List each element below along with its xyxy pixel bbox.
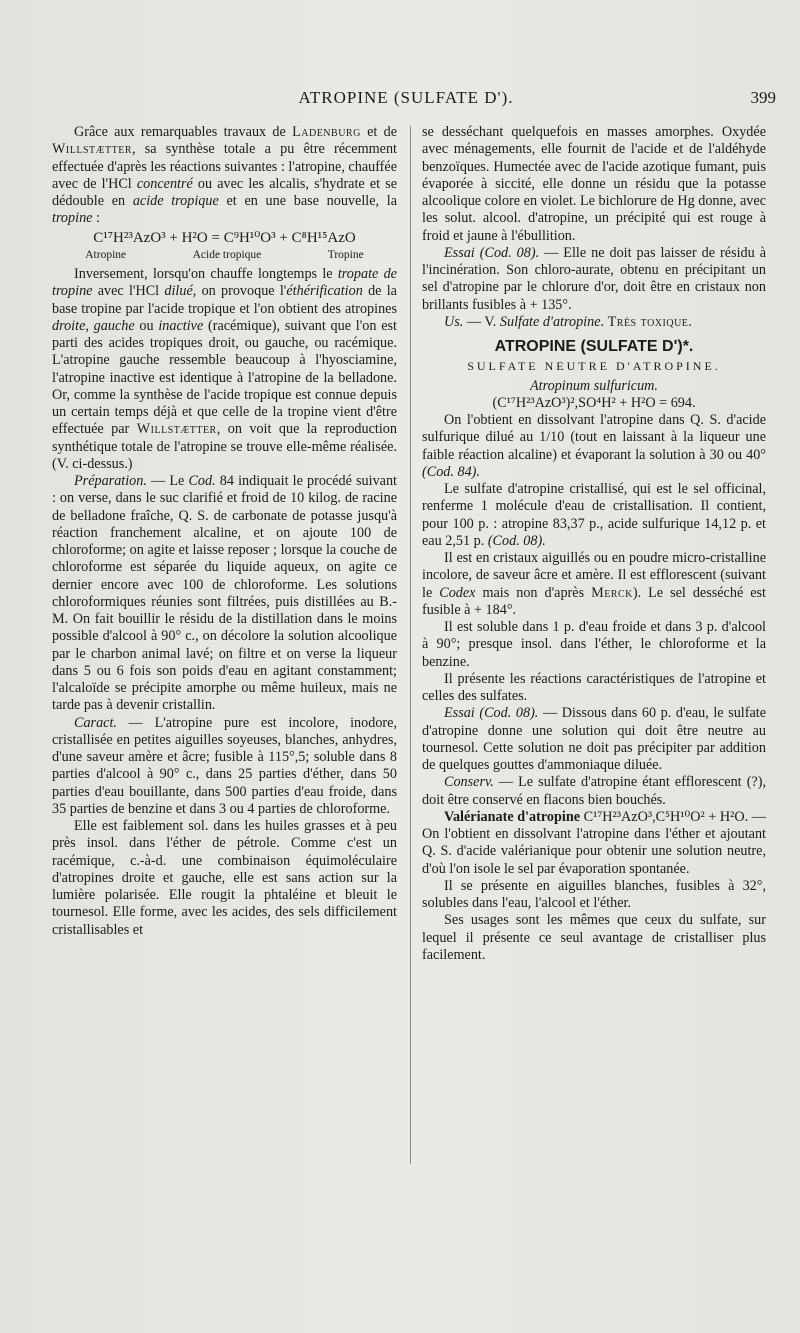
formula-labels: [52, 247, 397, 264]
running-header: [36, 88, 776, 112]
formula-label: Acide tropique: [192, 248, 262, 261]
paragraph-obtention: On l'obtient en dissolvant l'atropine dans Q. S. d'acide sulfurique dilué au 1/10 (tout en laissant à la liqueur une faible réaction alcaline) et évaporant la solution à 30 ou 40° (Cod. 84).: [422, 412, 766, 480]
formula-label: Tropine: [327, 248, 364, 261]
paragraph-soluble: Il est soluble dans 1 p. d'eau froide et dans 3 p. d'alcool à 90°; presque insol. dans l'éther, le chloroforme et la benzine.: [422, 619, 766, 670]
formula-label: Atropine: [85, 248, 127, 261]
paragraph-inversement: Inversement, lorsqu'on chauffe longtemps le tropate de tropine avec l'HCl dilué, on provoque l'éthérification de la base tropine par l'acide tropique et l'on obtient des atropines droite, gauche ou inactive (racémique), suivant que l'on est parti des acides tropiques droit, ou gauche, ou racémique. L'atropine gauche ressemble beaucoup à l'hyosciamine, l'atropine inactive est identique à l'atropine de la belladone. Or, comme la synthèse de l'acide tropique est connue depuis un certain temps déjà et que celle de la tropine vient d'être effectuée par Willstætter, on voit que la reproduction synthétique totale de l'atropine se trouve elle-même réalisée. (V. ci-dessus.): [52, 266, 397, 472]
page-number: 399: [750, 88, 776, 107]
paragraph-solubility: Elle est faiblement sol. dans les huiles grasses et à peu près insol. dans l'éther de pétrole. Comme c'est un racémique, c.-à-d. une combinaison équimoléculaire d'atropines droite et gauche, elle est sans action sur la lumière polarisée. Elle rougit la phtaléine et bleuit le tournesol. Elle forme, avec les acides, des sels difficilement cristallisables et: [52, 818, 397, 938]
paragraph-essai-sulfate: Essai (Cod. 08). — Dissous dans 60 p. d'eau, le sulfate d'atropine donne une solution qui doit être neutre au tournesol. Cette solution ne doit pas précipiter par addition de quelques gouttes d'ammoniaque diluée.: [422, 705, 767, 773]
paragraph-essai: Essai (Cod. 08). — Elle ne doit pas laisser de résidu à l'incinération. Son chloro-aurate, obtenu en précipitant un sel d'atropine par le chlorure d'or, doit être en cristaux non brillants fusibles à + 135°.: [422, 244, 767, 313]
column-divider: [410, 126, 411, 1164]
paragraph-synthesis: Grâce aux remarquables travaux de Ladenburg et de Willstætter, sa synthèse totale a pu être récemment effectuée d'après les réactions suivantes : l'atropine, chauffée avec de l'HCl concentré ou avec les alcalis, s'hydrate et se dédouble en acide tropique et en une base nouvelle, la tropine :: [52, 124, 397, 227]
paragraph-reactions: Il présente les réactions caractéristiques de l'atropine et celles des sulfates.: [422, 670, 766, 704]
paragraph-conservation: Conserv. — Le sulfate d'atropine étant efflorescent (?), doit être conservé en flacons bien bouchés.: [422, 774, 766, 808]
paragraph-cristaux: Il est en cristaux aiguillés ou en poudre micro-cristalline incolore, de saveur âcre et amère. Il est efflorescent (suivant le Codex mais non d'après Merck). Le sel desséché est fusible à + 184°.: [422, 550, 766, 618]
latin-name: Atropinum sulfuricum.: [530, 377, 658, 394]
left-column: [52, 124, 397, 939]
paragraph-caracteres: Caract. — L'atropine pure est incolore, inodore, cristallisée en petites aiguilles soyeuses, blanches, anhydres, d'une saveur amère et âcre; fusible à 115°,5; soluble dans 8 parties d'alcool à 90° c., dans 25 parties d'éther, dans 50 parties d'eau bouillante, dans 500 parties d'eau froide, dans 35 parties de benzine et dans 3 ou 4 parties de chloroforme.: [52, 714, 397, 817]
paragraph-continued: se desséchant quelquefois en masses amorphes. Oxydée avec ménagements, elle fournit de l'acide et de l'aldéhyde benzoïques. Humectée avec de l'acide azotique fumant, puis évaporée à siccité, elle donne un résidu que la potasse alcoolique colore en violet. Le bichlorure de Hg donne, avec les solut. alcool. d'atropine, un précipité qui est rouge à froid et jaune à l'ébullition.: [422, 124, 766, 244]
paragraph-usages: Ses usages sont les mêmes que ceux du sulfate, sur lequel il présente ce seul avantage de cristalliser plus facilement.: [422, 912, 766, 963]
right-column: [422, 124, 766, 964]
paragraph-preparation: Préparation. — Le Cod. 84 indiquait le procédé suivant : on verse, dans le suc clarifié et froid de 10 kilog. de racine de belladone fraîche, Q. S. de carbonate de potasse jusqu'à réaction franchement alcaline, et on ajoute 100 de chloroforme; on agite et laisse reposer ; lorsque la couche de chloroforme est séparée du liquide aqueux, on agite ce dernier encore avec 100 de chloroforme. Les solutions chloroformiques réunies sont filtrées, puis distillées au B.-M. On fait bouillir le résidu de la distillation dans le moins possible d'alcool à 90° c., on décolore la solution alcoolique par le charbon animal lavé; on filtre et on verse la liqueur dans 5 ou 6 fois son poids d'eau en agitant constamment; l'alcaloïde se précipite amorphe ou même huileux, mais ne tarde pas à devenir cristallin.: [52, 473, 398, 714]
section-heading: ATROPINE (SULFATE D')*.: [494, 338, 694, 355]
reaction-formula: C¹⁷H²³AzO³ + H²O = C⁹H¹⁰O³ + C⁸H¹⁵AzO: [93, 229, 356, 246]
section-subheading: SULFATE NEUTRE D'ATROPINE.: [467, 359, 721, 374]
paragraph-valerianate: Valérianate d'atropine C¹⁷H²³AzO³,C⁵H¹⁰O² + H²O. — On l'obtient en dissolvant l'atropine dans l'éther et ajoutant Q. S. d'acide valérianique pour obtenir une solution neutre, d'où l'on isole le sel par évaporation spontanée.: [422, 808, 766, 877]
paragraph-officinal: Le sulfate d'atropine cristallisé, qui est le sel officinal, renferme 1 molécule d'eau de cristallisation. Il contient, pour 100 p. : atropine 83,37 p., acide sulfurique 14,12 p. et eau 2,51 p. (Cod. 08).: [422, 481, 766, 549]
paragraph-aiguilles: Il se présente en aiguilles blanches, fusibles à 32°, solubles dans l'eau, l'alcool et l'éther.: [422, 877, 766, 911]
sulfate-formula: (C¹⁷H²³AzO³)²,SO⁴H² + H²O = 694.: [492, 394, 696, 411]
paragraph-usage: Us. — V. Sulfate d'atropine. Très toxique.: [444, 313, 693, 330]
page-title: ATROPINE (SULFATE D').: [298, 88, 514, 107]
